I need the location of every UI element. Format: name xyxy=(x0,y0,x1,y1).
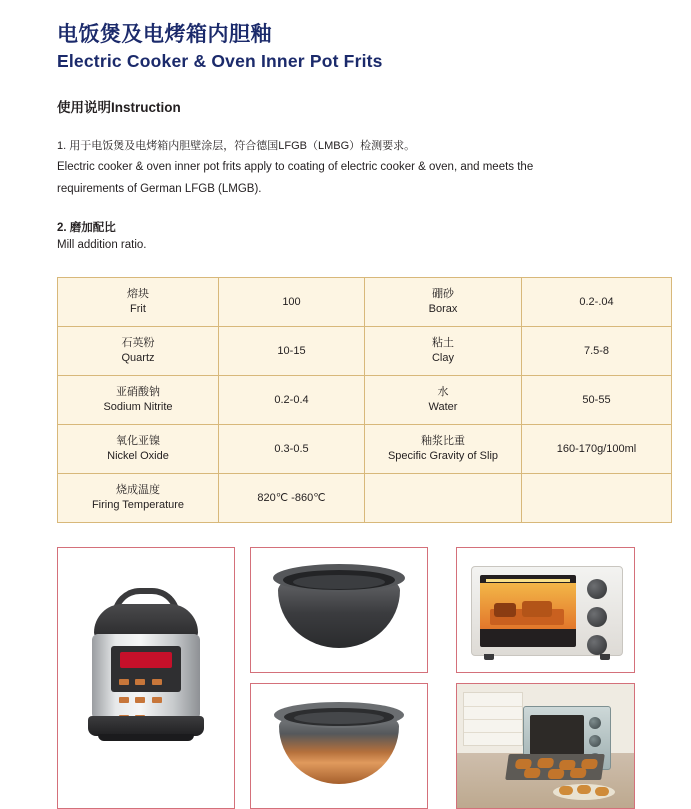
row-2-right-value: 50-55 xyxy=(522,375,672,424)
cooker-button xyxy=(119,697,129,703)
row-1-left-label-cn: 石英粉 xyxy=(121,337,155,350)
row-0-left-label xyxy=(58,277,219,326)
product-photo-gallery xyxy=(57,547,635,809)
instruction-2-cn: 2. 磨加配比 xyxy=(57,221,116,234)
table-row xyxy=(58,277,672,326)
cooker-illustration xyxy=(58,548,234,808)
oven-heating-element xyxy=(486,579,570,582)
toaster-oven-photo xyxy=(456,547,635,673)
row-3-right-label-en: Specific Gravity of Slip xyxy=(387,449,499,462)
scene-cabinet xyxy=(463,692,523,746)
row-3-right-label xyxy=(365,424,522,473)
row-0-right-value: 0.2-.04 xyxy=(522,277,672,326)
cooker-display xyxy=(120,652,172,668)
table-row xyxy=(58,375,672,424)
row-2-right-label-en: Water xyxy=(428,400,458,413)
row-3-left-label-cn: 氧化亚镍 xyxy=(116,435,160,448)
cooker-base xyxy=(88,716,204,736)
copper-pot-interior-base xyxy=(294,712,384,724)
instruction-2-en: Mill addition ratio. xyxy=(57,238,147,251)
instruction-1-en-line2: requirements of German LFGB (LMGB). xyxy=(57,183,262,196)
scene-baking-tray xyxy=(505,754,605,780)
row-3-left-label-en: Nickel Oxide xyxy=(107,449,169,462)
section-heading-instruction: 使用说明Instruction xyxy=(57,100,181,116)
row-1-right-value: 7.5-8 xyxy=(522,326,672,375)
row-1-right-label xyxy=(365,326,522,375)
row-3-left-label xyxy=(58,424,219,473)
scene-roll xyxy=(559,786,573,795)
row-1-left-label xyxy=(58,326,219,375)
oven-knob-group xyxy=(580,579,614,663)
row-0-right-label-cn: 硼砂 xyxy=(432,288,454,301)
cooker-button xyxy=(152,679,162,685)
row-2-left-label xyxy=(58,375,219,424)
row-1-right-label-en: Clay xyxy=(431,351,454,364)
cooker-lid xyxy=(94,604,198,638)
oven-food-item xyxy=(494,603,516,617)
row-2-left-value: 0.2-0.4 xyxy=(219,375,365,424)
row-0-right-label-en: Borax xyxy=(428,302,458,315)
row-2-left-label-en: Sodium Nitrite xyxy=(103,400,173,413)
row-4-left-label-en: Firing Temperature xyxy=(91,498,185,511)
row-1-right-label-cn: 粘土 xyxy=(432,337,454,350)
scene-bread xyxy=(537,758,554,768)
inner-pot-dark-photo xyxy=(250,547,428,673)
row-4-left-label xyxy=(58,473,219,522)
row-3-right-value: 160-170g/100ml xyxy=(522,424,672,473)
oven-knob xyxy=(587,607,607,627)
row-0-left-label-cn: 熔块 xyxy=(127,288,149,301)
scene-roll xyxy=(595,787,609,796)
oven-door xyxy=(480,575,576,647)
scene-plate xyxy=(553,784,615,800)
oven-foot xyxy=(484,654,494,660)
scene-bread xyxy=(523,768,540,778)
electric-pressure-cooker-photo xyxy=(57,547,235,809)
table-row xyxy=(58,473,672,522)
cooker-button xyxy=(135,697,145,703)
cooker-button xyxy=(152,697,162,703)
scene-oven-window xyxy=(530,715,584,755)
cooker-control-panel xyxy=(111,646,181,692)
row-4-right-label-empty xyxy=(365,473,522,522)
oven-knob xyxy=(587,579,607,599)
inner-pot-dark-illustration xyxy=(251,548,427,672)
cabinet-line xyxy=(464,732,522,733)
inner-pot-copper-photo xyxy=(250,683,428,809)
row-1-left-label-en: Quartz xyxy=(121,351,155,364)
toaster-oven-illustration xyxy=(457,548,634,672)
scene-bread xyxy=(547,769,564,779)
row-2-right-label xyxy=(365,375,522,424)
table-row xyxy=(58,326,672,375)
kitchen-oven-scene-photo xyxy=(456,683,635,809)
oven-knob xyxy=(587,635,607,655)
cooker-button xyxy=(135,679,145,685)
row-4-left-value: 820℃ -860℃ xyxy=(219,473,365,522)
row-4-right-value-empty xyxy=(522,473,672,522)
kitchen-scene-illustration xyxy=(457,684,634,808)
oven-interior-glow xyxy=(480,583,576,629)
row-3-left-value: 0.3-0.5 xyxy=(219,424,365,473)
cooker-button xyxy=(119,679,129,685)
instruction-1-cn: 1. 用于电饭煲及电烤箱内胆壁涂层，符合德国LFGB（LMBG）检测要求。 xyxy=(57,140,416,153)
cabinet-line xyxy=(464,706,522,707)
row-3-right-label-cn: 釉浆比重 xyxy=(421,435,465,448)
row-0-left-label-en: Frit xyxy=(130,302,146,315)
oven-foot xyxy=(600,654,610,660)
oven-food-item xyxy=(522,601,552,617)
row-1-left-value: 10-15 xyxy=(219,326,365,375)
page-title-cn: 电饭煲及电烤箱内胆釉 xyxy=(57,23,272,46)
inner-pot-copper-illustration xyxy=(251,684,427,808)
cabinet-line xyxy=(464,719,522,720)
row-0-left-value: 100 xyxy=(219,277,365,326)
page-title-en: Electric Cooker & Oven Inner Pot Frits xyxy=(57,51,383,72)
row-2-right-label-cn: 水 xyxy=(437,386,449,399)
table-row xyxy=(58,424,672,473)
row-2-left-label-cn: 亚硝酸钠 xyxy=(116,386,160,399)
scene-roll xyxy=(577,785,591,794)
row-0-right-label xyxy=(365,277,522,326)
oven-body xyxy=(471,566,623,656)
instruction-item-1 xyxy=(57,138,636,199)
scene-bread xyxy=(569,768,586,778)
pot-interior-base xyxy=(293,575,385,589)
instruction-1-en-line1: Electric cooker & oven inner pot frits apply to coating of electric cooker & oven, and meets the xyxy=(57,161,534,174)
scene-oven-knob xyxy=(589,735,601,747)
scene-oven-knob xyxy=(589,717,601,729)
cooker-foot xyxy=(98,734,194,741)
mill-addition-ratio-table xyxy=(57,277,672,523)
row-4-left-label-cn: 烧成温度 xyxy=(116,484,160,497)
